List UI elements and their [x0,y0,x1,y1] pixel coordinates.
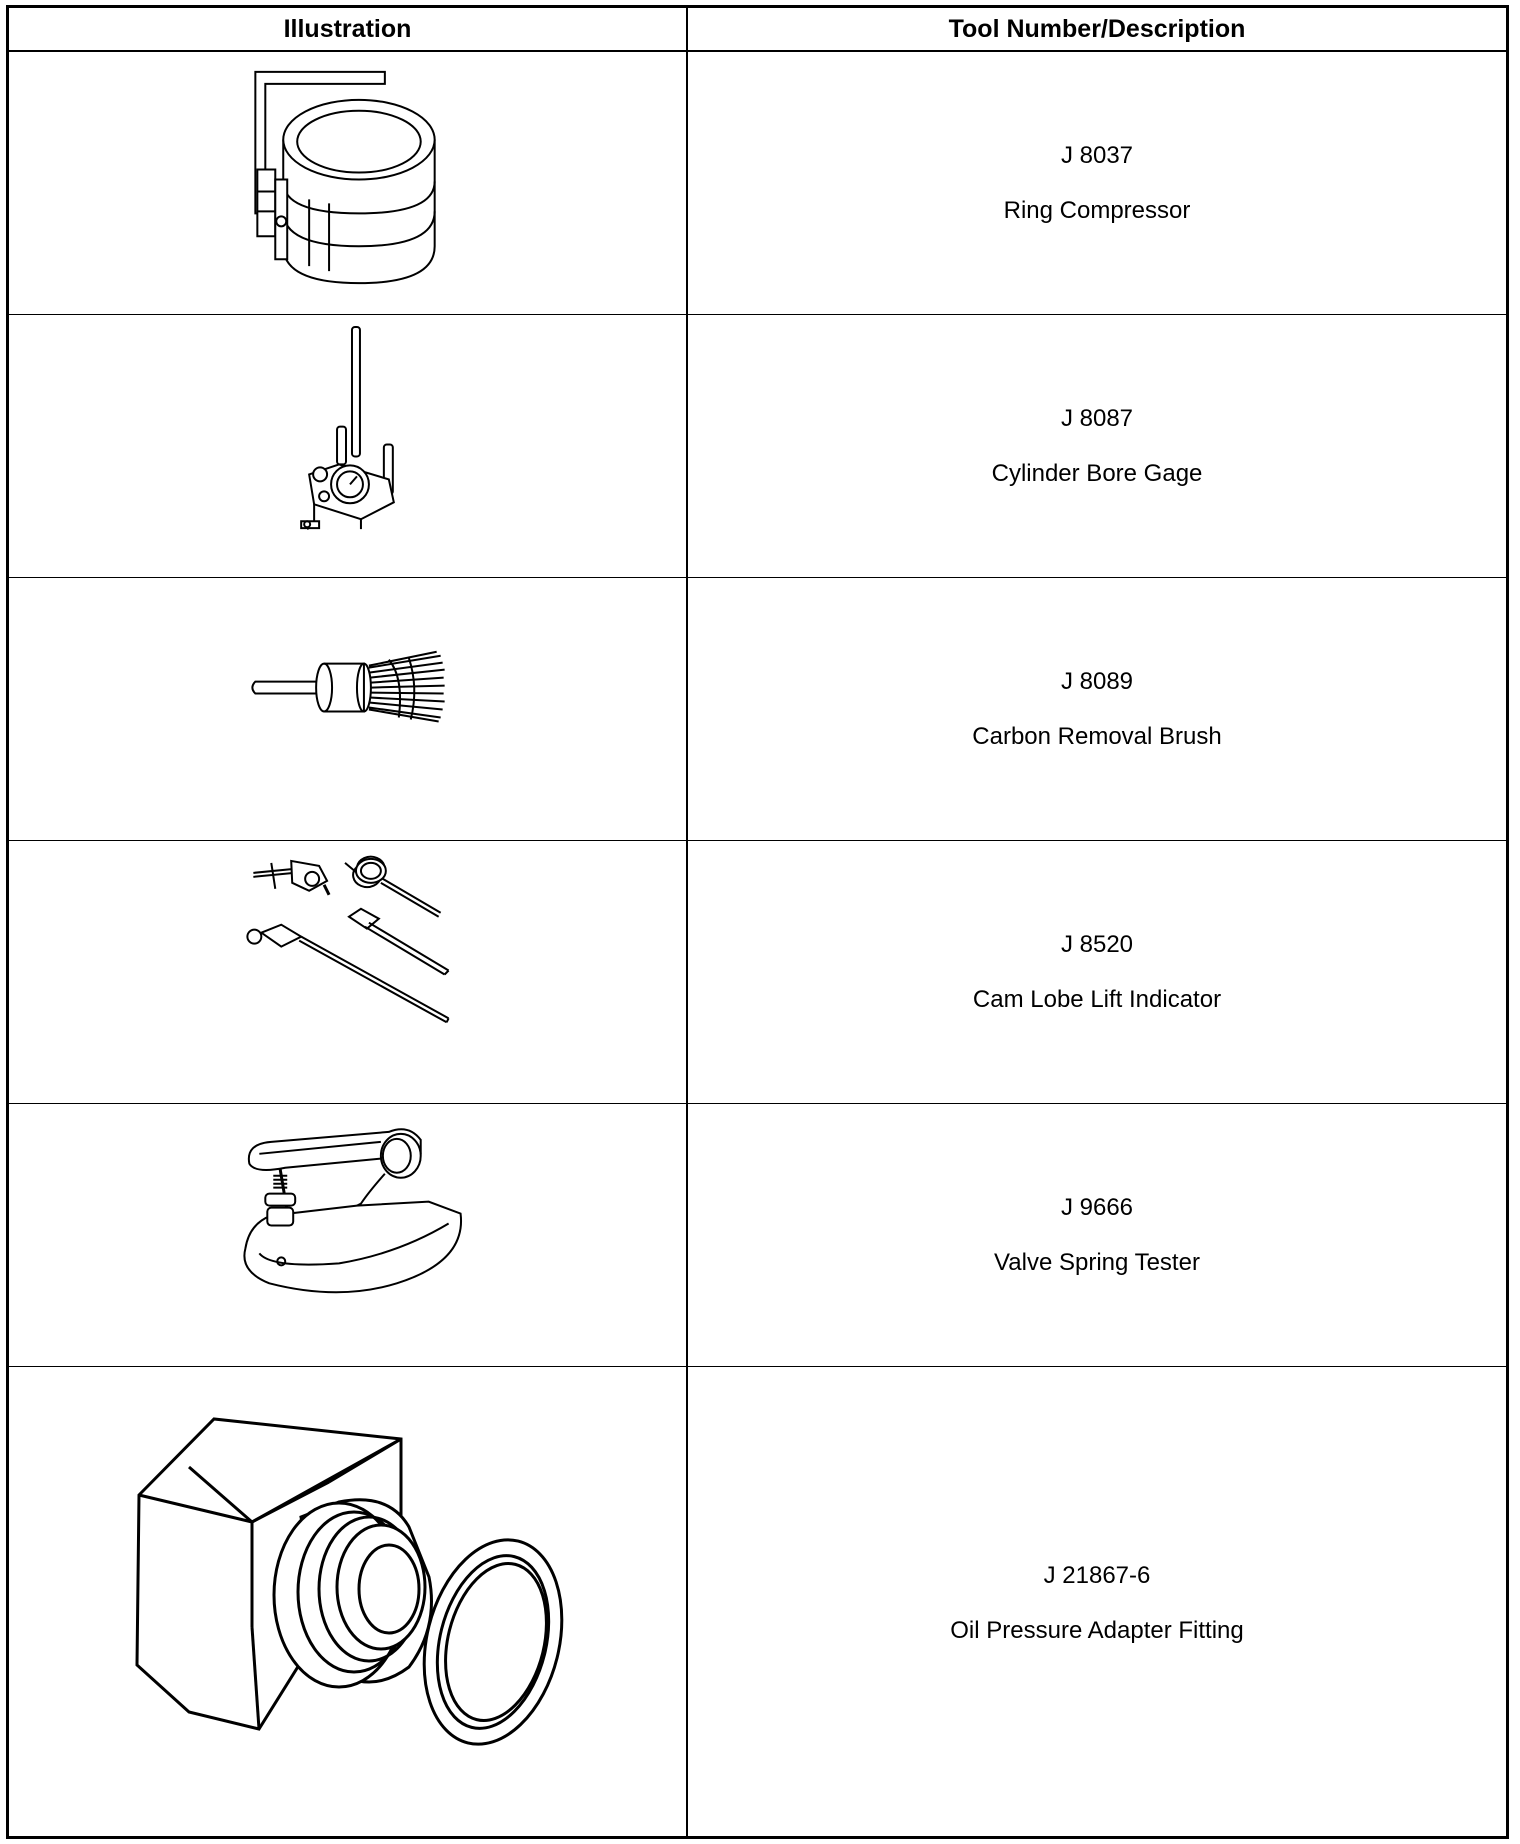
tool-number: J 8087 [1060,404,1134,432]
valve-spring-tester-illustration [9,1104,686,1366]
cam-lobe-lift-indicator-illustration [9,841,686,1103]
table-row [9,52,1506,315]
carbon-removal-brush-illustration [9,578,686,840]
carbon-removal-brush-icon [9,578,686,840]
special-tools-table [6,5,1509,1839]
tool-name: Carbon Removal Brush [972,722,1222,750]
table-row [9,1104,1506,1367]
tool-description-cell [688,578,1506,840]
oil-pressure-adapter-fitting-icon [9,1367,686,1839]
tool-number: J 8089 [1060,667,1134,695]
cylinder-bore-gage-illustration [9,315,686,577]
header-tool-number-description: Tool Number/Description [948,14,1246,43]
tool-name: Cam Lobe Lift Indicator [972,985,1222,1013]
table-row [9,1367,1506,1839]
table-row [9,841,1506,1104]
header-illustration: Illustration [283,14,412,43]
tool-description-cell [688,315,1506,577]
tool-description-cell [688,1104,1506,1366]
cylinder-bore-gage-icon [9,315,686,577]
tool-number: J 21867-6 [1043,1561,1151,1589]
valve-spring-tester-icon [9,1104,686,1366]
tool-name: Cylinder Bore Gage [991,459,1203,487]
table-header [9,8,1506,52]
tool-number: J 9666 [1060,1193,1134,1221]
table-row [9,315,1506,578]
tool-description-cell [688,841,1506,1103]
tool-name: Valve Spring Tester [994,1248,1200,1276]
tool-description-cell [688,1367,1506,1839]
cam-lobe-lift-indicator-icon [9,841,686,1103]
tool-description-cell [688,52,1506,314]
oil-pressure-adapter-fitting-illustration [9,1367,686,1839]
ring-compressor-icon [9,52,686,314]
tool-number: J 8037 [1060,141,1134,169]
ring-compressor-illustration [9,52,686,314]
tool-name: Oil Pressure Adapter Fitting [950,1616,1244,1644]
tool-name: Ring Compressor [1003,196,1191,224]
table-row [9,578,1506,841]
tool-number: J 8520 [1060,930,1134,958]
